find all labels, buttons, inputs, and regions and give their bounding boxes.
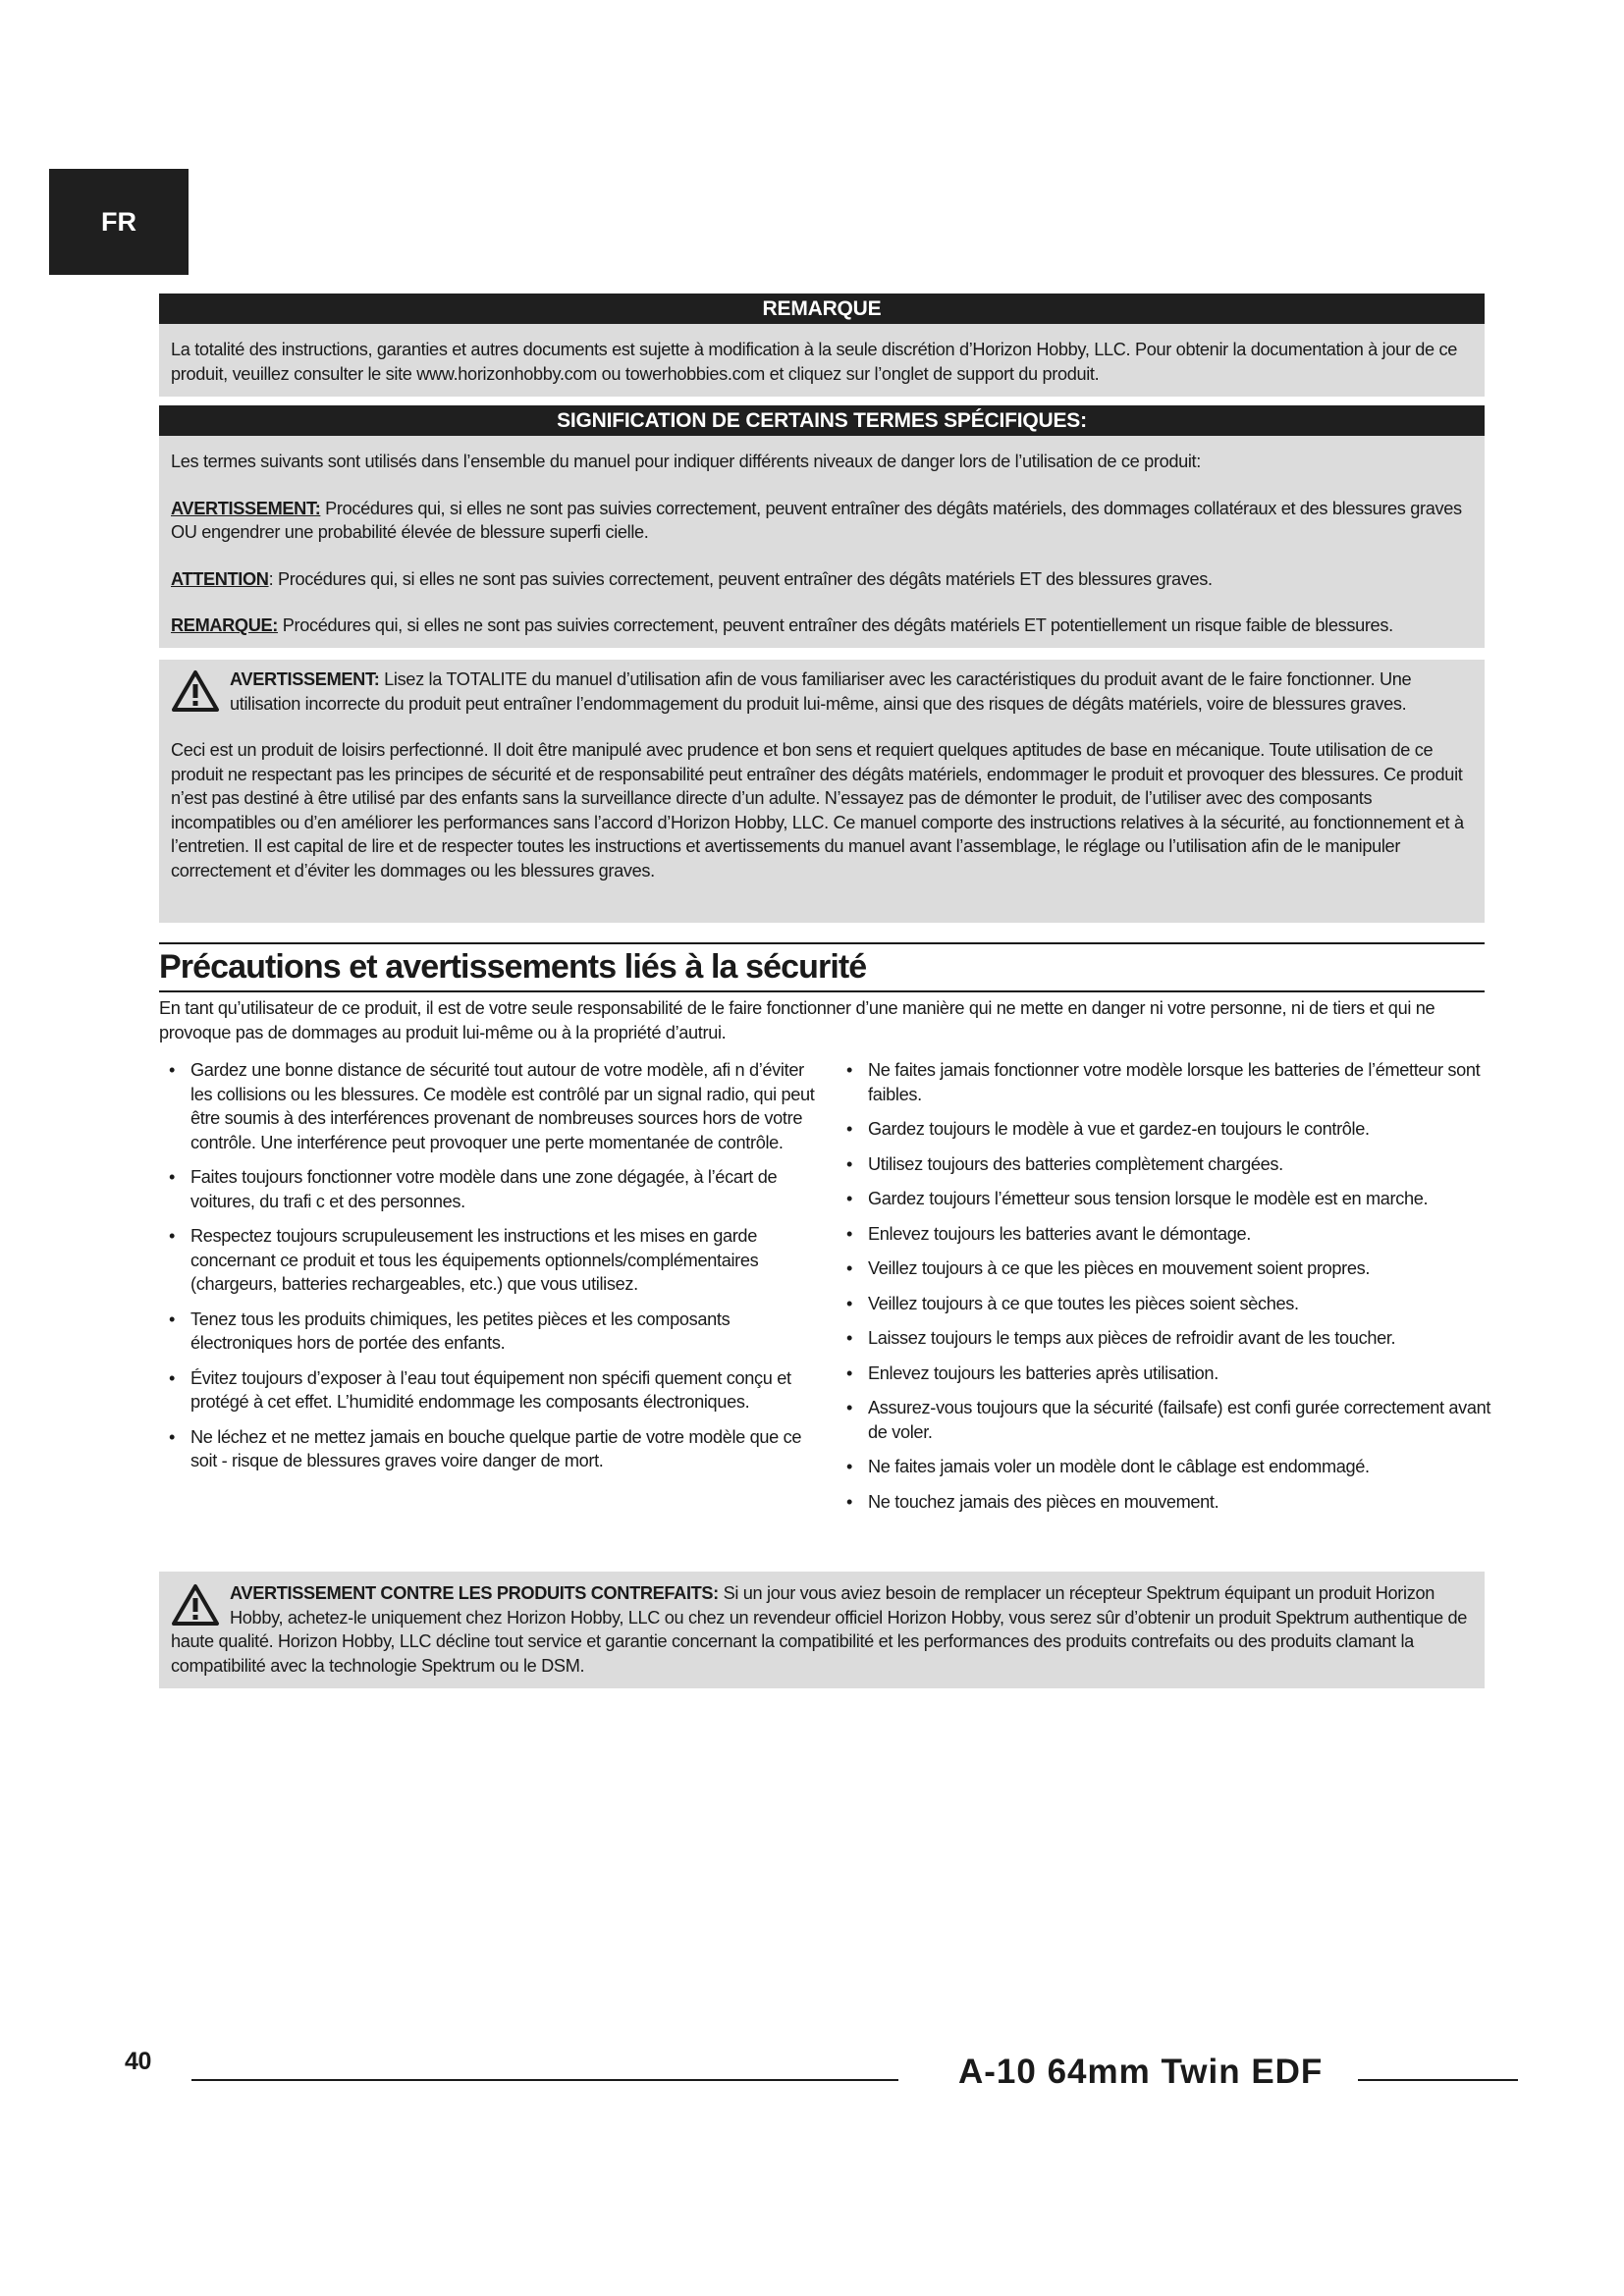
counterfeit-warning-box <box>159 1572 1485 1688</box>
term-avertissement <box>171 497 1473 545</box>
term-attention-label: ATTENTION <box>171 568 269 589</box>
term-remarque-text: Procédures qui, si elles ne sont pas suivies correctement, peuvent entraîner des dégâts matériels ET potentiellement un risque faible de blessures. <box>278 615 1393 635</box>
warning-intro <box>171 667 1473 716</box>
safety-list-right <box>846 1058 1494 1524</box>
list-item: • Évitez toujours d’exposer à l’eau tout équipement non spécifi quement conçu et protégé à cet effet. L’humidité endommage les composants électroniques. <box>169 1366 817 1415</box>
list-item: • Enlevez toujours les batteries après utilisation. <box>846 1362 1494 1386</box>
term-avertissement-text: Procédures qui, si elles ne sont pas suivies correctement, peuvent entraîner des dégâts matériels, des dommages collatéraux et des blessures graves OU engendrer une probabilité élevée de blessure superfi cielle. <box>171 498 1462 542</box>
list-item: • Ne touchez jamais des pièces en mouvement. <box>846 1490 1494 1515</box>
terms-box <box>159 405 1485 648</box>
language-tab: FR <box>49 169 189 275</box>
list-item: • Assurez-vous toujours que la sécurité (failsafe) est confi gurée correctement avant de voler. <box>846 1396 1494 1444</box>
warning-box <box>159 660 1485 923</box>
list-item: • Ne léchez et ne mettez jamais en bouche quelque partie de votre modèle que ce soit - risque de blessures graves voire danger de mort. <box>169 1425 817 1473</box>
term-attention <box>171 567 1473 592</box>
terms-heading: SIGNIFICATION DE CERTAINS TERMES SPÉCIFIQUES: <box>159 405 1485 436</box>
section-intro: En tant qu’utilisateur de ce produit, il est de votre seule responsabilité de le faire fonctionner d’une manière qui ne mette en danger ni votre personne, ni de tiers et qui ne provoque pas de dommages au produit lui-même ou à la propriété d’autrui. <box>159 998 1435 1042</box>
warning-paragraph: Ceci est un produit de loisirs perfectionné. Il doit être manipulé avec prudence et bon sens et requiert quelques aptitudes de base en mécanique. Toute utilisation de ce produit ne respectant pas les principes de sécurité et de responsabilité peut entraîner des dégâts matériels, endommager le produit et provoquer des blessures. Ce produit n’est pas destiné à être utilisé par des enfants sans la surveillance directe d’un adulte. N’essayez pas de démonter le produit, de l’utiliser avec des composants incompatibles ou d’en améliorer les performances sans l’accord d’Horizon Hobby, LLC. Ce manuel comporte des instructions relatives à la sécurité, au fonctionnement et à l’entretien. Il est capital de lire et de respecter toutes les instructions et avertissements du manuel avant l’assemblage, le réglage ou l’utilisation afin de le manipuler correctement et d’éviter les dommages ou les blessures graves. <box>171 740 1464 881</box>
page-number: 40 <box>125 2048 152 2075</box>
section-rule-bottom <box>159 990 1485 992</box>
list-item: • Utilisez toujours des batteries complètement chargées. <box>846 1152 1494 1177</box>
remarque-heading: REMARQUE <box>159 294 1485 324</box>
list-item: • Laissez toujours le temps aux pièces de refroidir avant de les toucher. <box>846 1326 1494 1351</box>
footer-rule-left <box>191 2079 898 2081</box>
term-avertissement-label: AVERTISSEMENT: <box>171 498 321 518</box>
list-item: • Gardez toujours l’émetteur sous tension lorsque le modèle est en marche. <box>846 1187 1494 1211</box>
term-remarque-label: REMARQUE: <box>171 615 279 635</box>
list-item: • Ne faites jamais fonctionner votre modèle lorsque les batteries de l’émetteur sont faibles. <box>846 1058 1494 1106</box>
list-item: • Enlevez toujours les batteries avant le démontage. <box>846 1222 1494 1247</box>
term-remarque <box>171 614 1473 638</box>
warning-triangle-icon <box>171 1583 220 1627</box>
section-title: Précautions et avertissements liés à la sécurité <box>159 948 867 986</box>
list-item: • Faites toujours fonctionner votre modèle dans une zone dégagée, à l’écart de voitures, du trafi c et des personnes. <box>169 1165 817 1213</box>
list-item: • Respectez toujours scrupuleusement les instructions et les mises en garde concernant ce produit et tous les équipements optionnels/complémentaires (chargeurs, batteries rechargeables, etc.) que vous utilisez. <box>169 1224 817 1297</box>
counterfeit-label: AVERTISSEMENT CONTRE LES PRODUITS CONTREFAITS: <box>230 1583 719 1603</box>
footer-title: A-10 64mm Twin EDF <box>958 2053 1324 2091</box>
footer-rule-right <box>1358 2079 1518 2081</box>
list-item: • Veillez toujours à ce que les pièces en mouvement soient propres. <box>846 1256 1494 1281</box>
term-attention-text: : Procédures qui, si elles ne sont pas suivies correctement, peuvent entraîner des dégâts matériels ET des blessures graves. <box>268 568 1213 589</box>
list-item: • Tenez tous les produits chimiques, les petites pièces et les composants électroniques hors de portée des enfants. <box>169 1308 817 1356</box>
warning-triangle-icon <box>171 669 220 713</box>
counterfeit-text: Si un jour vous aviez besoin de remplacer un récepteur Spektrum équipant un produit Horizon Hobby, achetez-le uniquement chez Horizon Hobby, LLC ou chez un revendeur officiel Horizon Hobby, vous serez sûr d’obtenir un produit Spektrum authentique de haute qualité. Horizon Hobby, LLC décline tout service et garantie concernant la compatibilité et les performances des produits contrefaits ou des produits clamant la compatibilité avec la technologie Spektrum ou le DSM. <box>171 1583 1468 1676</box>
warning-text: Lisez la TOTALITE du manuel d’utilisation afin de vous familiariser avec les caractéristiques du produit avant de le faire fonctionner. Une utilisation incorrecte du produit peut entraîner l’endommagement du produit lui-même, ainsi que des risques de dégâts matériels, voire de blessures graves. <box>230 669 1412 714</box>
list-item: • Ne faites jamais voler un modèle dont le câblage est endommagé. <box>846 1455 1494 1479</box>
warning-label: AVERTISSEMENT: <box>230 669 380 689</box>
list-item: • Gardez toujours le modèle à vue et gardez-en toujours le contrôle. <box>846 1117 1494 1142</box>
remarque-text: La totalité des instructions, garanties et autres documents est sujette à modification à la seule discrétion d’Horizon Hobby, LLC. Pour obtenir la documentation à jour de ce produit, veuillez consulter le site www.horizonhobby.com ou towerhobbies.com et cliquez sur l’onglet de support du produit. <box>171 340 1458 384</box>
safety-list-left <box>169 1058 817 1484</box>
list-item: • Gardez une bonne distance de sécurité tout autour de votre modèle, afi n d’éviter les collisions ou les blessures. Ce modèle est contrôlé par un signal radio, qui peut être soumis à des interférences provenant de nombreuses sources hors de votre contrôle. Une interférence peut provoquer une perte momentanée de contrôle. <box>169 1058 817 1154</box>
remarque-box <box>159 294 1485 397</box>
list-item: • Veillez toujours à ce que toutes les pièces soient sèches. <box>846 1292 1494 1316</box>
terms-intro: Les termes suivants sont utilisés dans l’ensemble du manuel pour indiquer différents niveaux de danger lors de l’utilisation de ce produit: <box>171 452 1201 471</box>
